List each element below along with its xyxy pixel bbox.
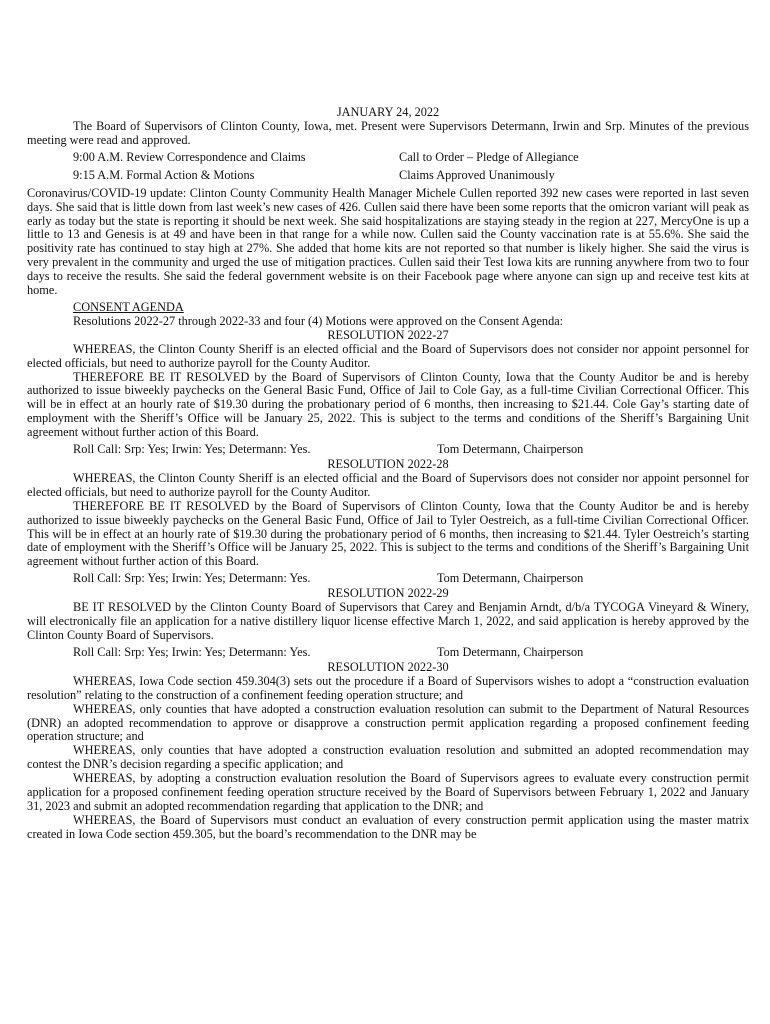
resolution-2022-27-roll-call-row <box>27 440 749 458</box>
resolution-2022-29-roll-call-row <box>27 643 749 661</box>
consent-heading-line <box>27 301 749 315</box>
resolution-2022-29-title: RESOLUTION 2022-29 <box>327 586 449 601</box>
resolution-2022-30-whereas-3: WHEREAS, only counties that have adopted a construction evaluation resolution and submitted an adopted recommendation may contest the DNR’s decision regarding a specific application; and <box>27 743 749 772</box>
roll-call: Roll Call: Srp: Yes; Irwin: Yes; Determann: Yes. <box>73 571 311 586</box>
consent-agenda-heading: CONSENT AGENDA <box>73 299 184 314</box>
resolution-2022-28-roll-call-row <box>27 569 749 587</box>
intro-paragraph: The Board of Supervisors of Clinton County, Iowa, met. Present were Supervisors Determann, Irwin and Srp. Minutes of the previous meeting were read and approved. <box>27 118 749 147</box>
schedule-time-item: 9:00 A.M. Review Correspondence and Claims <box>73 149 306 164</box>
chairperson-signature: Tom Determann, Chairperson <box>437 644 584 659</box>
schedule-time-item: 9:15 A.M. Formal Action & Motions <box>73 167 255 182</box>
resolution-2022-30-whereas-5: WHEREAS, the Board of Supervisors must conduct an evaluation of every construction permit application using the master matrix created in Iowa Code section 459.305, but the board’s recommendation to the DNR may be <box>27 812 749 841</box>
schedule-row <box>27 166 749 184</box>
schedule-row <box>27 148 749 166</box>
chairperson-signature: Tom Determann, Chairperson <box>437 442 584 457</box>
resolution-2022-28-title: RESOLUTION 2022-28 <box>327 457 449 472</box>
consent-agenda-text: Resolutions 2022-27 through 2022-33 and four (4) Motions were approved on the Consent Agenda: <box>73 313 564 328</box>
resolution-2022-30-title: RESOLUTION 2022-30 <box>327 659 449 674</box>
minutes-page <box>27 106 749 842</box>
resolution-2022-27-title: RESOLUTION 2022-27 <box>327 327 449 342</box>
resolution-2022-29-text: BE IT RESOLVED by the Clinton County Board of Supervisors that Carey and Benjamin Arndt, d/b/a TYCOGA Vineyard & Winery, will electronically file an application for a native distillery liquor license effective March 1, 2022, and said application is hereby approved by the Clinton County Board of Supervisors. <box>27 600 749 642</box>
roll-call: Roll Call: Srp: Yes; Irwin: Yes; Determann: Yes. <box>73 644 311 659</box>
resolution-2022-28-therefore: THEREFORE BE IT RESOLVED by the Board of Supervisors of Clinton County, Iowa that the County Auditor be and is hereby authorized to issue biweekly paychecks on the General Basic Fund, Office of Jail to Tyler Oestreich, as a full-time Civilian Correctional Officer. This will be in effect at an hourly rate of $19.30 during the probationary period of 6 months, then increasing to $21.44. Tyler Oestreich’s starting date of employment with the Sheriff’s Office will be January 25, 2022. This is subject to the terms and conditions of the Sheriff’s Bargaining Unit agreement without further action of this Board. <box>27 498 749 569</box>
chairperson-signature: Tom Determann, Chairperson <box>437 571 584 586</box>
schedule-activity-item: Claims Approved Unanimously <box>399 167 555 182</box>
resolution-2022-27-whereas: WHEREAS, the Clinton County Sheriff is an elected official and the Board of Supervisors does not consider nor appoint personnel for elected officials, but need to authorize payroll for the County Auditor. <box>27 341 749 370</box>
resolution-2022-30-whereas-4: WHEREAS, by adopting a construction evaluation resolution the Board of Supervisors agrees to evaluate every construction permit application for a proposed confinement feeding operation structure received by the Board of Supervisors between February 1, 2022 and January 31, 2023 and submit an adopted recommendation regarding that application to the DNR; and <box>27 771 749 813</box>
covid-update-paragraph: Coronavirus/COVID-19 update: Clinton County Community Health Manager Michele Cullen reported 392 new cases were reported in last seven days. She said that is little down from last week’s new cases of 426. Cullen said there have been some reports that the omicron variant will peak as early as today but the state is reporting it should be next week. She said hospitalizations are staying steady in the region at 227, MercyOne is up a little to 13 and Genesis is at 49 and have been in that range for a while now. Cullen said the County vaccination rate is at 55.6%. She said the positivity rate has continued to stay high at 27%. She added that home kits are not reported so that number is likely higher. She said the virus is very prevalent in the community and urged the use of mitigation practices. Cullen said their Test Iowa kits are running anywhere from two to four days to receive the results. She said the federal government website is on their Facebook page where anyone can sign up and receive test kits at home. <box>27 185 749 298</box>
resolution-2022-27-therefore: THEREFORE BE IT RESOLVED by the Board of Supervisors of Clinton County, Iowa that the County Auditor be and is hereby authorized to issue biweekly paychecks on the General Basic Fund, Office of Jail to Cole Gay, as a full-time Civilian Correctional Officer. This will be in effect at an hourly rate of $19.30 during the probationary period of 6 months, then increasing to $21.44. Cole Gay’s starting date of employment with the Sheriff’s Office will be January 25, 2022. This is subject to the terms and conditions of the Sheriff’s Bargaining Unit agreement without further action of this Board. <box>27 369 749 440</box>
resolution-2022-28-whereas: WHEREAS, the Clinton County Sheriff is an elected official and the Board of Supervisors does not consider nor appoint personnel for elected officials, but need to authorize payroll for the County Auditor. <box>27 470 749 499</box>
roll-call: Roll Call: Srp: Yes; Irwin: Yes; Determann: Yes. <box>73 442 311 457</box>
schedule-activity-item: Call to Order – Pledge of Allegiance <box>399 149 579 164</box>
resolution-2022-30-whereas-2: WHEREAS, only counties that have adopted a construction evaluation resolution can submit to the Department of Natural Resources (DNR) an adopted recommendation to approve or disapprove a construction permit application regarding a proposed confinement feeding operation structure; and <box>27 701 749 744</box>
resolution-2022-30-whereas-1: WHEREAS, Iowa Code section 459.304(3) sets out the procedure if a Board of Supervisors wishes to adopt a “construction evaluation resolution” relating to the construction of a confinement feeding operation structure; and <box>27 673 749 702</box>
meeting-date: JANUARY 24, 2022 <box>336 105 440 119</box>
